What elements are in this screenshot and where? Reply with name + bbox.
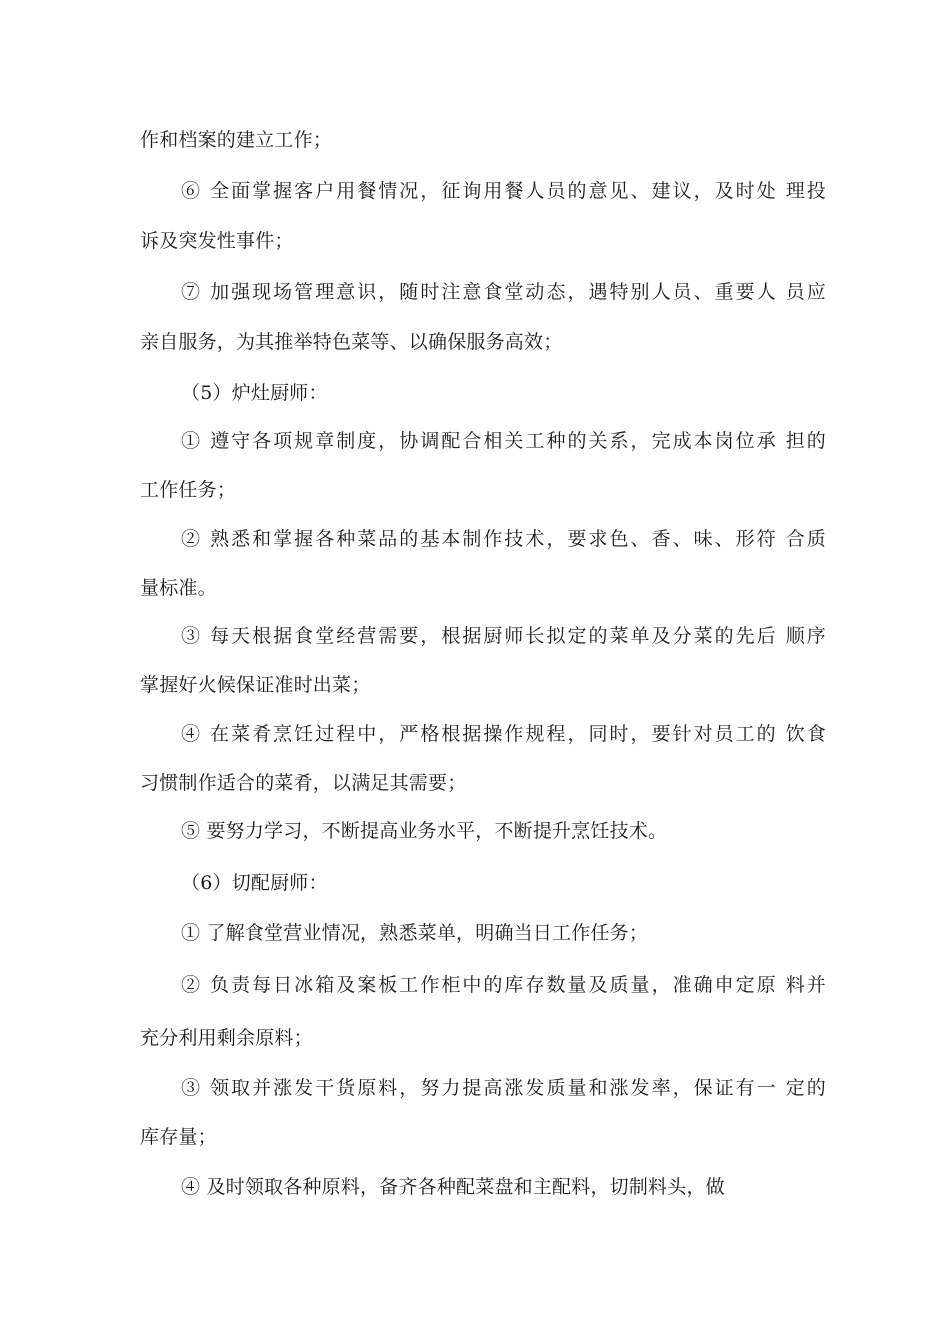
text-line: 工作任务； [140,479,237,501]
text-line: 亲自服务，为其推举特色菜等、以确保服务高效； [140,331,563,353]
list-item-1: ① 了解食堂营业情况，熟悉菜单，明确当日工作任务； [181,922,649,944]
text-line: 量标准。 [140,577,217,599]
section-heading-stove-chef: （5）炉灶厨师： [181,382,328,404]
list-item-3-line-1: ③ 每天根据食堂经营需要，根据厨师长拟定的菜单及分菜的先后 顺序 [181,625,826,647]
list-item-6-line-1: ⑥ 全面掌握客户用餐情况，征询用餐人员的意见、建议，及时处 理投 [181,180,826,202]
text-line: 掌握好火候保证准时出菜； [140,674,371,696]
text-line: 作和档案的建立工作； [140,129,333,151]
list-item-4-line-1: ④ 及时领取各种原料，备齐各种配菜盘和主配料，切制料头，做 [181,1176,725,1198]
section-heading-cutting-chef: （6）切配厨师： [181,872,328,894]
list-item-1-line-1: ① 遵守各项规章制度，协调配合相关工种的关系，完成本岗位承 担的 [181,430,826,452]
list-item-7-line-1: ⑦ 加强现场管理意识，随时注意食堂动态，遇特别人员、重要人 员应 [181,281,826,303]
text-line: 习惯制作适合的菜肴，以满足其需要； [140,772,467,794]
text-line: 充分利用剩余原料； [140,1027,313,1049]
list-item-3-line-1: ③ 领取并涨发干货原料，努力提高涨发质量和涨发率，保证有一 定的 [181,1077,826,1099]
list-item-2-line-1: ② 熟悉和掌握各种菜品的基本制作技术，要求色、香、味、形符 合质 [181,528,826,550]
text-line: 库存量； [140,1126,217,1148]
list-item-4-line-1: ④ 在菜肴烹饪过程中，严格根据操作规程，同时，要针对员工的 饮食 [181,723,826,745]
list-item-5: ⑤ 要努力学习，不断提高业务水平，不断提升烹饪技术。 [181,820,668,842]
text-line: 诉及突发性事件； [140,230,294,252]
list-item-2-line-1: ② 负责每日冰箱及案板工作柜中的库存数量及质量，准确申定原 料并 [181,974,826,996]
